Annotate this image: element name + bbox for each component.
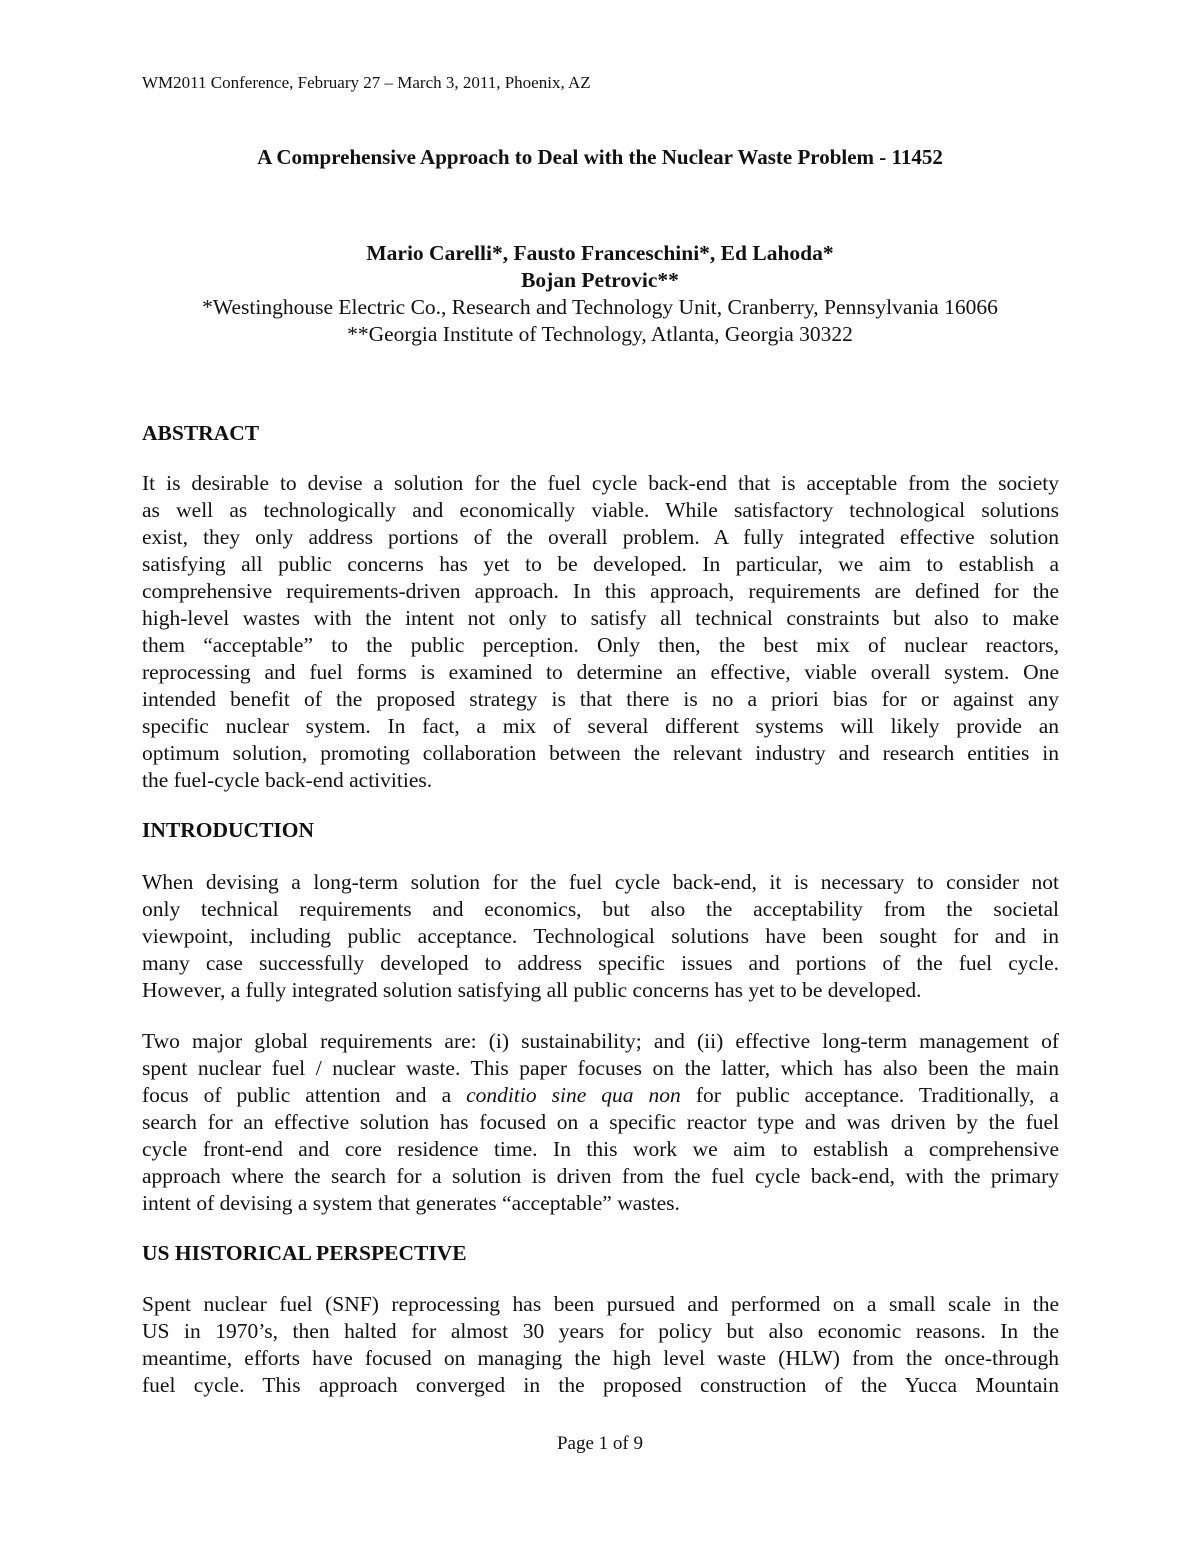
- introduction-heading: INTRODUCTION: [142, 818, 315, 842]
- us-history-line: meantime, efforts have focused on managing the high level waste (HLW) from the once-through: [142, 1346, 1059, 1370]
- abstract-line: as well as technologically and economically viable. While satisfactory technological solutions: [142, 498, 1059, 522]
- us-history-heading: US HISTORICAL PERSPECTIVE: [142, 1241, 467, 1265]
- affiliation-westinghouse: *Westinghouse Electric Co., Research and Technology Unit, Cranberry, Pennsylvania 16066: [202, 295, 998, 319]
- abstract-line: optimum solution, promoting collaboration between the relevant industry and research entities in: [142, 741, 1059, 765]
- abstract-line: intended benefit of the proposed strategy is that there is no a priori bias for or against any: [142, 687, 1059, 711]
- page-number: Page 1 of 9: [556, 1433, 643, 1454]
- introduction-line: search for an effective solution has focused on a specific reactor type and was driven by the fuel: [142, 1110, 1059, 1134]
- abstract-paragraph: [142, 470, 1059, 794]
- introduction-line: spent nuclear fuel / nuclear waste. This paper focuses on the latter, which has also been the main: [142, 1056, 1059, 1080]
- author-names-second: Bojan Petrovic**: [521, 268, 679, 292]
- introduction-line: many case successfully developed to address specific issues and portions of the fuel cycle.: [142, 951, 1059, 975]
- abstract-line: comprehensive requirements-driven approach. In this approach, requirements are defined for the: [142, 579, 1059, 603]
- introduction-line: viewpoint, including public acceptance. Technological solutions have been sought for and in: [142, 924, 1059, 948]
- introduction-line: When devising a long-term solution for the fuel cycle back-end, it is necessary to consider not: [142, 870, 1059, 894]
- abstract-line: exist, they only address portions of the overall problem. A fully integrated effective solution: [142, 525, 1059, 549]
- abstract-line: It is desirable to devise a solution for the fuel cycle back-end that is acceptable from the society: [142, 471, 1059, 495]
- introduction-paragraph-1: [142, 869, 1059, 1004]
- us-history-line: US in 1970’s, then halted for almost 30 years for policy but also economic reasons. In the: [142, 1319, 1059, 1343]
- abstract-line: the fuel-cycle back-end activities.: [142, 768, 433, 792]
- introduction-line: approach where the search for a solution is driven from the fuel cycle back-end, with the primary: [142, 1164, 1059, 1188]
- us-history-line: Spent nuclear fuel (SNF) reprocessing has been pursued and performed on a small scale in the: [142, 1292, 1059, 1316]
- introduction-line: Two major global requirements are: (i) sustainability; and (ii) effective long-term management of: [142, 1029, 1059, 1053]
- abstract-line: reprocessing and fuel forms is examined to determine an effective, viable overall system. One: [142, 660, 1059, 684]
- abstract-line: satisfying all public concerns has yet to be developed. In particular, we aim to establish a: [142, 552, 1059, 576]
- affiliation-georgia-tech: **Georgia Institute of Technology, Atlanta, Georgia 30322: [347, 322, 853, 346]
- abstract-line: high-level wastes with the intent not only to satisfy all technical constraints but also to make: [142, 606, 1059, 630]
- running-header: WM2011 Conference, February 27 – March 3, 2011, Phoenix, AZ: [142, 73, 591, 92]
- latin-phrase: conditio sine qua non: [466, 1083, 681, 1107]
- abstract-heading: ABSTRACT: [142, 421, 260, 445]
- abstract-line: them “acceptable” to the public perception. Only then, the best mix of nuclear reactors,: [142, 633, 1059, 657]
- text-run: for public acceptance. Traditionally, a: [680, 1083, 1059, 1107]
- author-names: Mario Carelli*, Fausto Franceschini*, Ed Lahoda*: [366, 241, 834, 265]
- introduction-line: However, a fully integrated solution satisfying all public concerns has yet to be developed.: [142, 978, 922, 1002]
- us-history-line: fuel cycle. This approach converged in the proposed construction of the Yucca Mountain: [142, 1373, 1059, 1397]
- author-block: [0, 240, 1200, 348]
- introduction-paragraph-2: [142, 1028, 1059, 1217]
- introduction-line: only technical requirements and economics, but also the acceptability from the societal: [142, 897, 1059, 921]
- introduction-line: cycle front-end and core residence time. In this work we aim to establish a comprehensive: [142, 1137, 1059, 1161]
- us-history-paragraph: [142, 1291, 1059, 1399]
- introduction-line: intent of devising a system that generates “acceptable” wastes.: [142, 1191, 680, 1215]
- paper-title: A Comprehensive Approach to Deal with the Nuclear Waste Problem - 11452: [257, 145, 943, 169]
- text-run: focus of public attention and a: [142, 1083, 467, 1107]
- introduction-line-with-italic: [142, 1082, 1059, 1109]
- abstract-line: specific nuclear system. In fact, a mix of several different systems will likely provide an: [142, 714, 1059, 738]
